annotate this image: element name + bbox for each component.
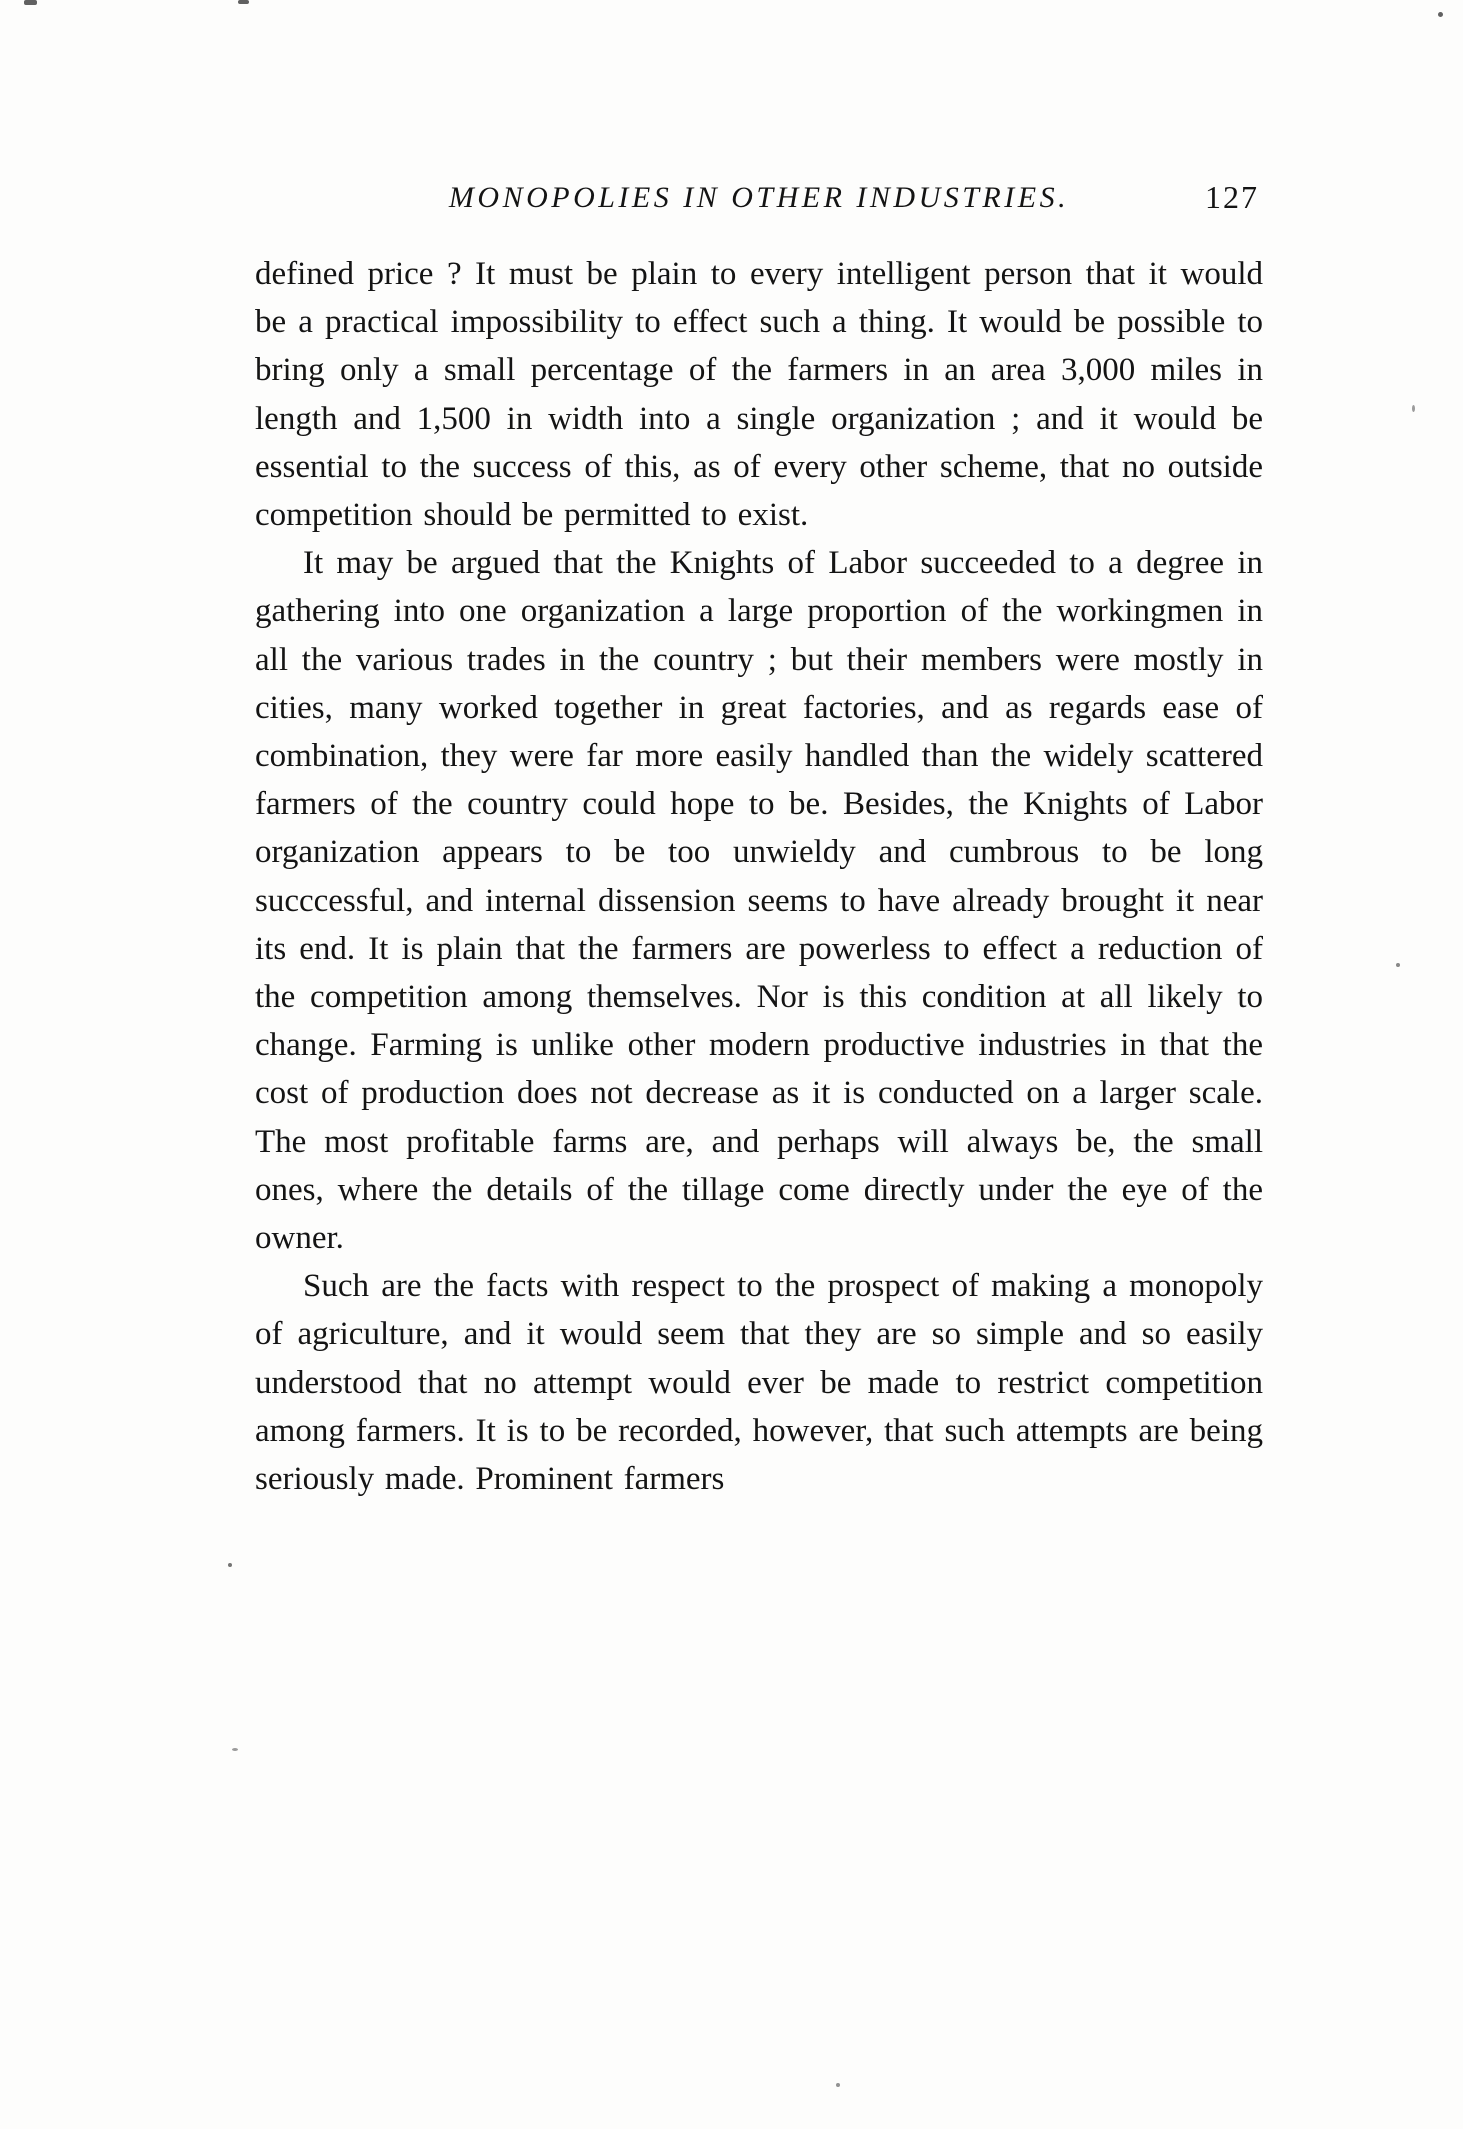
scan-speck	[1396, 963, 1400, 967]
scan-speck	[232, 1748, 238, 1751]
scan-speck	[1438, 12, 1443, 17]
scan-speck	[238, 0, 249, 4]
paragraph: It may be argued that the Knights of Labor succeeded to a degree in gathering into one organization a large proportion of the workingmen in all the various trades in the country ; but their members were mostly in cities, many worked together in great factories, and as regards ease of combination, they were far more easily handled than the widely scattered farmers of the country could hope to be. Besides, the Knights of Labor organization appears to be too unwieldy and cumbrous to be long succcessful, and internal dissension seems to have already brought it near its end. It is plain that the farmers are powerless to effect a reduction of the competition among themselves. Nor is this condition at all likely to change. Farming is unlike other modern productive industries in that the cost of production does not decrease as it is conducted on a larger scale. The most profitable farms are, and perhaps will always be, the small ones, where the details of the tillage come directly under the eye of the owner.	[255, 545, 1263, 1257]
body-text	[255, 250, 1263, 1503]
running-header	[255, 181, 1263, 223]
header-title: MONOPOLIES IN OTHER INDUSTRIES.	[448, 181, 1070, 214]
paragraph: defined price ? It must be plain to every intelligent person that it would be a practical impossibility to effect such a thing. It would be possible to bring only a small percentage of the farmers in an area 3,000 miles in length and 1,500 in width into a single organization ; and it would be essential to the success of this, as of every other scheme, that no outside competition should be permitted to exist.	[255, 256, 1263, 534]
scan-speck	[24, 0, 37, 5]
scan-speck	[228, 1563, 232, 1567]
paragraph: Such are the facts with respect to the prospect of making a monopoly of agriculture, and it would seem that they are so simple and so easily understood that no attempt would ever be made to restrict competition among farmers. It is to be recorded, however, that such attempts are being seriously made. Prominent farmers	[255, 1268, 1263, 1498]
page-number: 127	[1205, 179, 1259, 215]
scan-speck	[1412, 405, 1415, 412]
scan-speck	[836, 2083, 840, 2087]
